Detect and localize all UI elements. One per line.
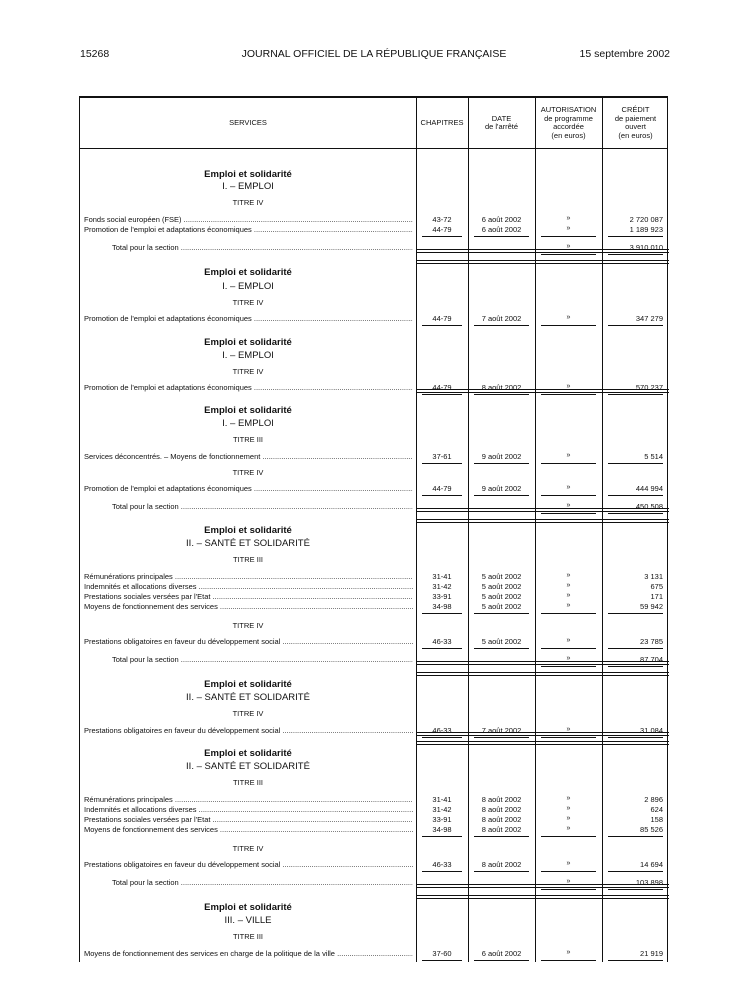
- cell-underline: [474, 613, 529, 614]
- autorisation-value: »: [566, 815, 571, 822]
- autorisation-value: »: [566, 726, 571, 733]
- date-value: 5 août 2002: [481, 602, 522, 611]
- cell-underline: [422, 871, 462, 872]
- credit-value: 444 994: [635, 484, 663, 493]
- autorisation-value: »: [566, 243, 571, 250]
- ministry-heading: Emploi et solidarité: [204, 902, 292, 913]
- date-value: 8 août 2002: [481, 825, 522, 834]
- cell-underline: [608, 737, 663, 738]
- autorisation-value: »: [566, 602, 571, 609]
- autorisation-value: »: [566, 383, 571, 390]
- cell-underline: [422, 236, 462, 237]
- cell-underline: [474, 648, 529, 649]
- autorisation-value: »: [566, 655, 571, 662]
- autorisation-value: »: [566, 592, 571, 599]
- service-label: Promotion de l'emploi et adaptations économiques .....: [84, 225, 413, 234]
- credit-value: 171: [650, 592, 663, 601]
- credit-value: 347 279: [635, 314, 663, 323]
- cell-underline: [474, 737, 529, 738]
- credit-value: 103 898: [635, 878, 663, 887]
- publication-date: 15 septembre 2002: [579, 48, 670, 60]
- cell-underline: [608, 236, 663, 237]
- ministry-heading: Emploi et solidarité: [204, 748, 292, 759]
- service-label: Prestations obligatoires en faveur du développement social .....: [84, 637, 413, 646]
- credit-value: 85 526: [640, 825, 663, 834]
- chapitre-value: 44-79: [432, 314, 452, 323]
- column-header-label: CHAPITRES: [420, 117, 464, 127]
- section-heading: III. – VILLE: [224, 915, 272, 926]
- ministry-heading: Emploi et solidarité: [204, 267, 292, 278]
- titre-heading: TITRE III: [233, 435, 263, 444]
- cell-underline: [541, 394, 596, 395]
- cell-underline: [608, 495, 663, 496]
- service-label: Prestations obligatoires en faveur du développement social .....: [84, 726, 413, 735]
- titre-heading: TITRE IV: [232, 367, 264, 376]
- date-value: 7 août 2002: [481, 314, 522, 323]
- section-separator: [416, 895, 669, 899]
- column-header-line: accordée: [553, 122, 584, 131]
- section-separator: [416, 884, 669, 888]
- cell-underline: [608, 463, 663, 464]
- section-heading: I. – EMPLOI: [222, 181, 274, 192]
- date-value: 6 août 2002: [481, 225, 522, 234]
- service-label: Prestations sociales versées par l'Etat .....: [84, 592, 413, 601]
- autorisation-value: »: [566, 637, 571, 644]
- date-value: 5 août 2002: [481, 592, 522, 601]
- journal-title: JOURNAL OFFICIEL DE LA RÉPUBLIQUE FRANÇAISE: [241, 48, 507, 60]
- column-header-line: de l'arrêté: [484, 122, 519, 131]
- chapitre-value: 44-79: [432, 383, 452, 392]
- cell-underline: [608, 648, 663, 649]
- autorisation-value: »: [566, 502, 571, 509]
- cell-underline: [422, 836, 462, 837]
- service-label: Promotion de l'emploi et adaptations économiques .....: [84, 484, 413, 493]
- titre-heading: TITRE III: [233, 932, 263, 941]
- cell-underline: [541, 236, 596, 237]
- ministry-heading: Emploi et solidarité: [204, 405, 292, 416]
- service-label: Fonds social européen (FSE) .....: [84, 215, 413, 224]
- date-value: 8 août 2002: [481, 805, 522, 814]
- chapitre-value: 33-91: [432, 815, 452, 824]
- cell-underline: [541, 325, 596, 326]
- date-value: 9 août 2002: [481, 452, 522, 461]
- section-separator: [416, 661, 669, 665]
- section-total-label: Total pour la section .....: [112, 243, 413, 252]
- service-label: Prestations sociales versées par l'Etat .....: [84, 815, 413, 824]
- chapitre-value: 34-98: [432, 825, 452, 834]
- autorisation-value: »: [566, 805, 571, 812]
- column-header-line: (en euros): [551, 130, 586, 140]
- column-header-credit: [602, 98, 669, 148]
- service-label: Rémunérations principales .....: [84, 572, 413, 581]
- chapitre-value: 44-79: [432, 225, 452, 234]
- service-label: Indemnités et allocations diverses .....: [84, 582, 413, 591]
- column-header-line: AUTORISATION: [540, 105, 597, 114]
- column-header-date: [468, 98, 535, 148]
- titre-heading: TITRE III: [233, 778, 263, 787]
- section-separator: [416, 389, 669, 393]
- cell-underline: [608, 613, 663, 614]
- cell-underline: [541, 836, 596, 837]
- date-value: 8 août 2002: [481, 383, 522, 392]
- cell-underline: [422, 325, 462, 326]
- chapitre-value: 33-91: [432, 592, 452, 601]
- cell-underline: [474, 836, 529, 837]
- section-heading: II. – SANTÉ ET SOLIDARITÉ: [186, 538, 310, 549]
- credit-value: 450 508: [635, 502, 663, 511]
- cell-underline: [474, 495, 529, 496]
- section-separator: [416, 249, 669, 253]
- chapitre-value: 37-61: [432, 452, 452, 461]
- credit-value: 14 694: [640, 860, 663, 869]
- credit-value: 3 910 010: [629, 243, 663, 252]
- titre-heading: TITRE IV: [232, 621, 264, 630]
- titre-heading: TITRE III: [233, 555, 263, 564]
- section-separator: [416, 260, 669, 264]
- credit-value: 3 131: [644, 572, 663, 581]
- credit-value: 87 704: [640, 655, 663, 664]
- date-value: 8 août 2002: [481, 815, 522, 824]
- column-header-line: CRÉDIT: [621, 105, 650, 114]
- chapitre-value: 46-33: [432, 860, 452, 869]
- ministry-heading: Emploi et solidarité: [204, 679, 292, 690]
- chapitre-value: 34-98: [432, 602, 452, 611]
- autorisation-value: »: [566, 484, 571, 491]
- autorisation-value: »: [566, 582, 571, 589]
- cell-underline: [422, 737, 462, 738]
- autorisation-value: »: [566, 215, 571, 222]
- titre-heading: TITRE IV: [232, 709, 264, 718]
- cell-underline: [474, 871, 529, 872]
- cell-underline: [541, 463, 596, 464]
- credit-value: 59 942: [640, 602, 663, 611]
- date-value: 6 août 2002: [481, 215, 522, 224]
- cell-underline: [474, 960, 529, 961]
- section-heading: I. – EMPLOI: [222, 418, 274, 429]
- service-label: Moyens de fonctionnement des services .....: [84, 825, 413, 834]
- cell-underline: [608, 889, 663, 890]
- section-separator: [416, 672, 669, 676]
- credit-value: 2 720 087: [629, 215, 663, 224]
- chapitre-value: 31-41: [432, 795, 452, 804]
- section-separator: [416, 508, 669, 512]
- section-separator: [416, 732, 669, 736]
- titre-heading: TITRE IV: [232, 198, 264, 207]
- date-value: 5 août 2002: [481, 572, 522, 581]
- credit-value: 21 919: [640, 949, 663, 958]
- titre-heading: TITRE IV: [232, 468, 264, 477]
- credit-value: 675: [650, 582, 663, 591]
- cell-underline: [422, 960, 462, 961]
- cell-underline: [422, 394, 462, 395]
- cell-underline: [608, 394, 663, 395]
- credit-value: 23 785: [640, 637, 663, 646]
- titre-heading: TITRE IV: [232, 298, 264, 307]
- section-heading: I. – EMPLOI: [222, 281, 274, 292]
- cell-underline: [422, 463, 462, 464]
- cell-underline: [541, 871, 596, 872]
- cell-underline: [474, 463, 529, 464]
- cell-underline: [422, 613, 462, 614]
- chapitre-value: 46-33: [432, 726, 452, 735]
- cell-underline: [608, 836, 663, 837]
- cell-underline: [608, 960, 663, 961]
- section-separator: [416, 741, 669, 745]
- autorisation-value: »: [566, 572, 571, 579]
- date-value: 8 août 2002: [481, 860, 522, 869]
- autorisation-value: »: [566, 949, 571, 956]
- chapitre-value: 46-33: [432, 637, 452, 646]
- date-value: 6 août 2002: [481, 949, 522, 958]
- cell-underline: [541, 613, 596, 614]
- autorisation-value: »: [566, 452, 571, 459]
- credit-value: 570 237: [635, 383, 663, 392]
- ministry-heading: Emploi et solidarité: [204, 337, 292, 348]
- column-header-line: de paiement: [614, 113, 657, 123]
- column-header-line: (en euros): [618, 130, 653, 140]
- ministry-heading: Emploi et solidarité: [204, 525, 292, 536]
- autorisation-value: »: [566, 314, 571, 321]
- service-label: Promotion de l'emploi et adaptations économiques .....: [84, 383, 413, 392]
- chapitre-value: 43-72: [432, 215, 452, 224]
- date-value: 9 août 2002: [481, 484, 522, 493]
- column-header-line: DATE: [491, 113, 512, 123]
- service-label: Indemnités et allocations diverses .....: [84, 805, 413, 814]
- cell-underline: [608, 513, 663, 514]
- page-number: 15268: [80, 48, 110, 60]
- column-header-services: [80, 98, 416, 148]
- column-header-chapitres: [416, 98, 468, 148]
- cell-underline: [474, 236, 529, 237]
- autorisation-value: »: [566, 878, 571, 885]
- service-label: Rémunérations principales .....: [84, 795, 413, 804]
- autorisation-value: »: [566, 225, 571, 232]
- cell-underline: [541, 495, 596, 496]
- date-value: 7 août 2002: [481, 726, 522, 735]
- cell-underline: [422, 648, 462, 649]
- section-total-label: Total pour la section .....: [112, 655, 413, 664]
- section-total-label: Total pour la section .....: [112, 878, 413, 887]
- chapitre-value: 44-79: [432, 484, 452, 493]
- column-header-line: ouvert: [625, 122, 646, 131]
- credit-value: 624: [650, 805, 663, 814]
- chapitre-value: 31-41: [432, 572, 452, 581]
- ministry-heading: Emploi et solidarité: [204, 169, 292, 180]
- autorisation-value: »: [566, 860, 571, 867]
- credit-value: 2 896: [644, 795, 663, 804]
- chapitre-value: 31-42: [432, 582, 452, 591]
- date-value: 8 août 2002: [481, 795, 522, 804]
- credits-table: [79, 96, 668, 962]
- credit-value: 1 189 923: [629, 225, 663, 234]
- cell-underline: [608, 666, 663, 667]
- credit-value: 158: [650, 815, 663, 824]
- service-label: Moyens de fonctionnement des services en charge de la politique de la ville .....: [84, 949, 413, 958]
- service-label: Services déconcentrés. – Moyens de fonctionnement .....: [84, 452, 413, 461]
- cell-underline: [422, 495, 462, 496]
- column-header-line: de programme: [544, 113, 593, 123]
- section-separator: [416, 519, 669, 523]
- cell-underline: [608, 325, 663, 326]
- cell-underline: [541, 737, 596, 738]
- cell-underline: [541, 513, 596, 514]
- credit-value: 5 514: [644, 452, 663, 461]
- column-header-autorisation: [535, 98, 602, 148]
- autorisation-value: »: [566, 825, 571, 832]
- autorisation-value: »: [566, 795, 571, 802]
- cell-underline: [541, 666, 596, 667]
- section-total-label: Total pour la section .....: [112, 502, 413, 511]
- header-divider: [80, 148, 667, 149]
- section-heading: II. – SANTÉ ET SOLIDARITÉ: [186, 692, 310, 703]
- cell-underline: [608, 254, 663, 255]
- cell-underline: [541, 254, 596, 255]
- cell-underline: [608, 871, 663, 872]
- column-header-label: SERVICES: [229, 117, 267, 127]
- chapitre-value: 37-60: [432, 949, 452, 958]
- cell-underline: [541, 648, 596, 649]
- cell-underline: [541, 889, 596, 890]
- cell-underline: [541, 960, 596, 961]
- chapitre-value: 31-42: [432, 805, 452, 814]
- cell-underline: [474, 325, 529, 326]
- credit-value: 31 084: [640, 726, 663, 735]
- section-heading: I. – EMPLOI: [222, 350, 274, 361]
- date-value: 5 août 2002: [481, 637, 522, 646]
- titre-heading: TITRE IV: [232, 844, 264, 853]
- service-label: Prestations obligatoires en faveur du développement social .....: [84, 860, 413, 869]
- service-label: Moyens de fonctionnement des services .....: [84, 602, 413, 611]
- cell-underline: [474, 394, 529, 395]
- date-value: 5 août 2002: [481, 582, 522, 591]
- section-heading: II. – SANTÉ ET SOLIDARITÉ: [186, 761, 310, 772]
- service-label: Promotion de l'emploi et adaptations économiques .....: [84, 314, 413, 323]
